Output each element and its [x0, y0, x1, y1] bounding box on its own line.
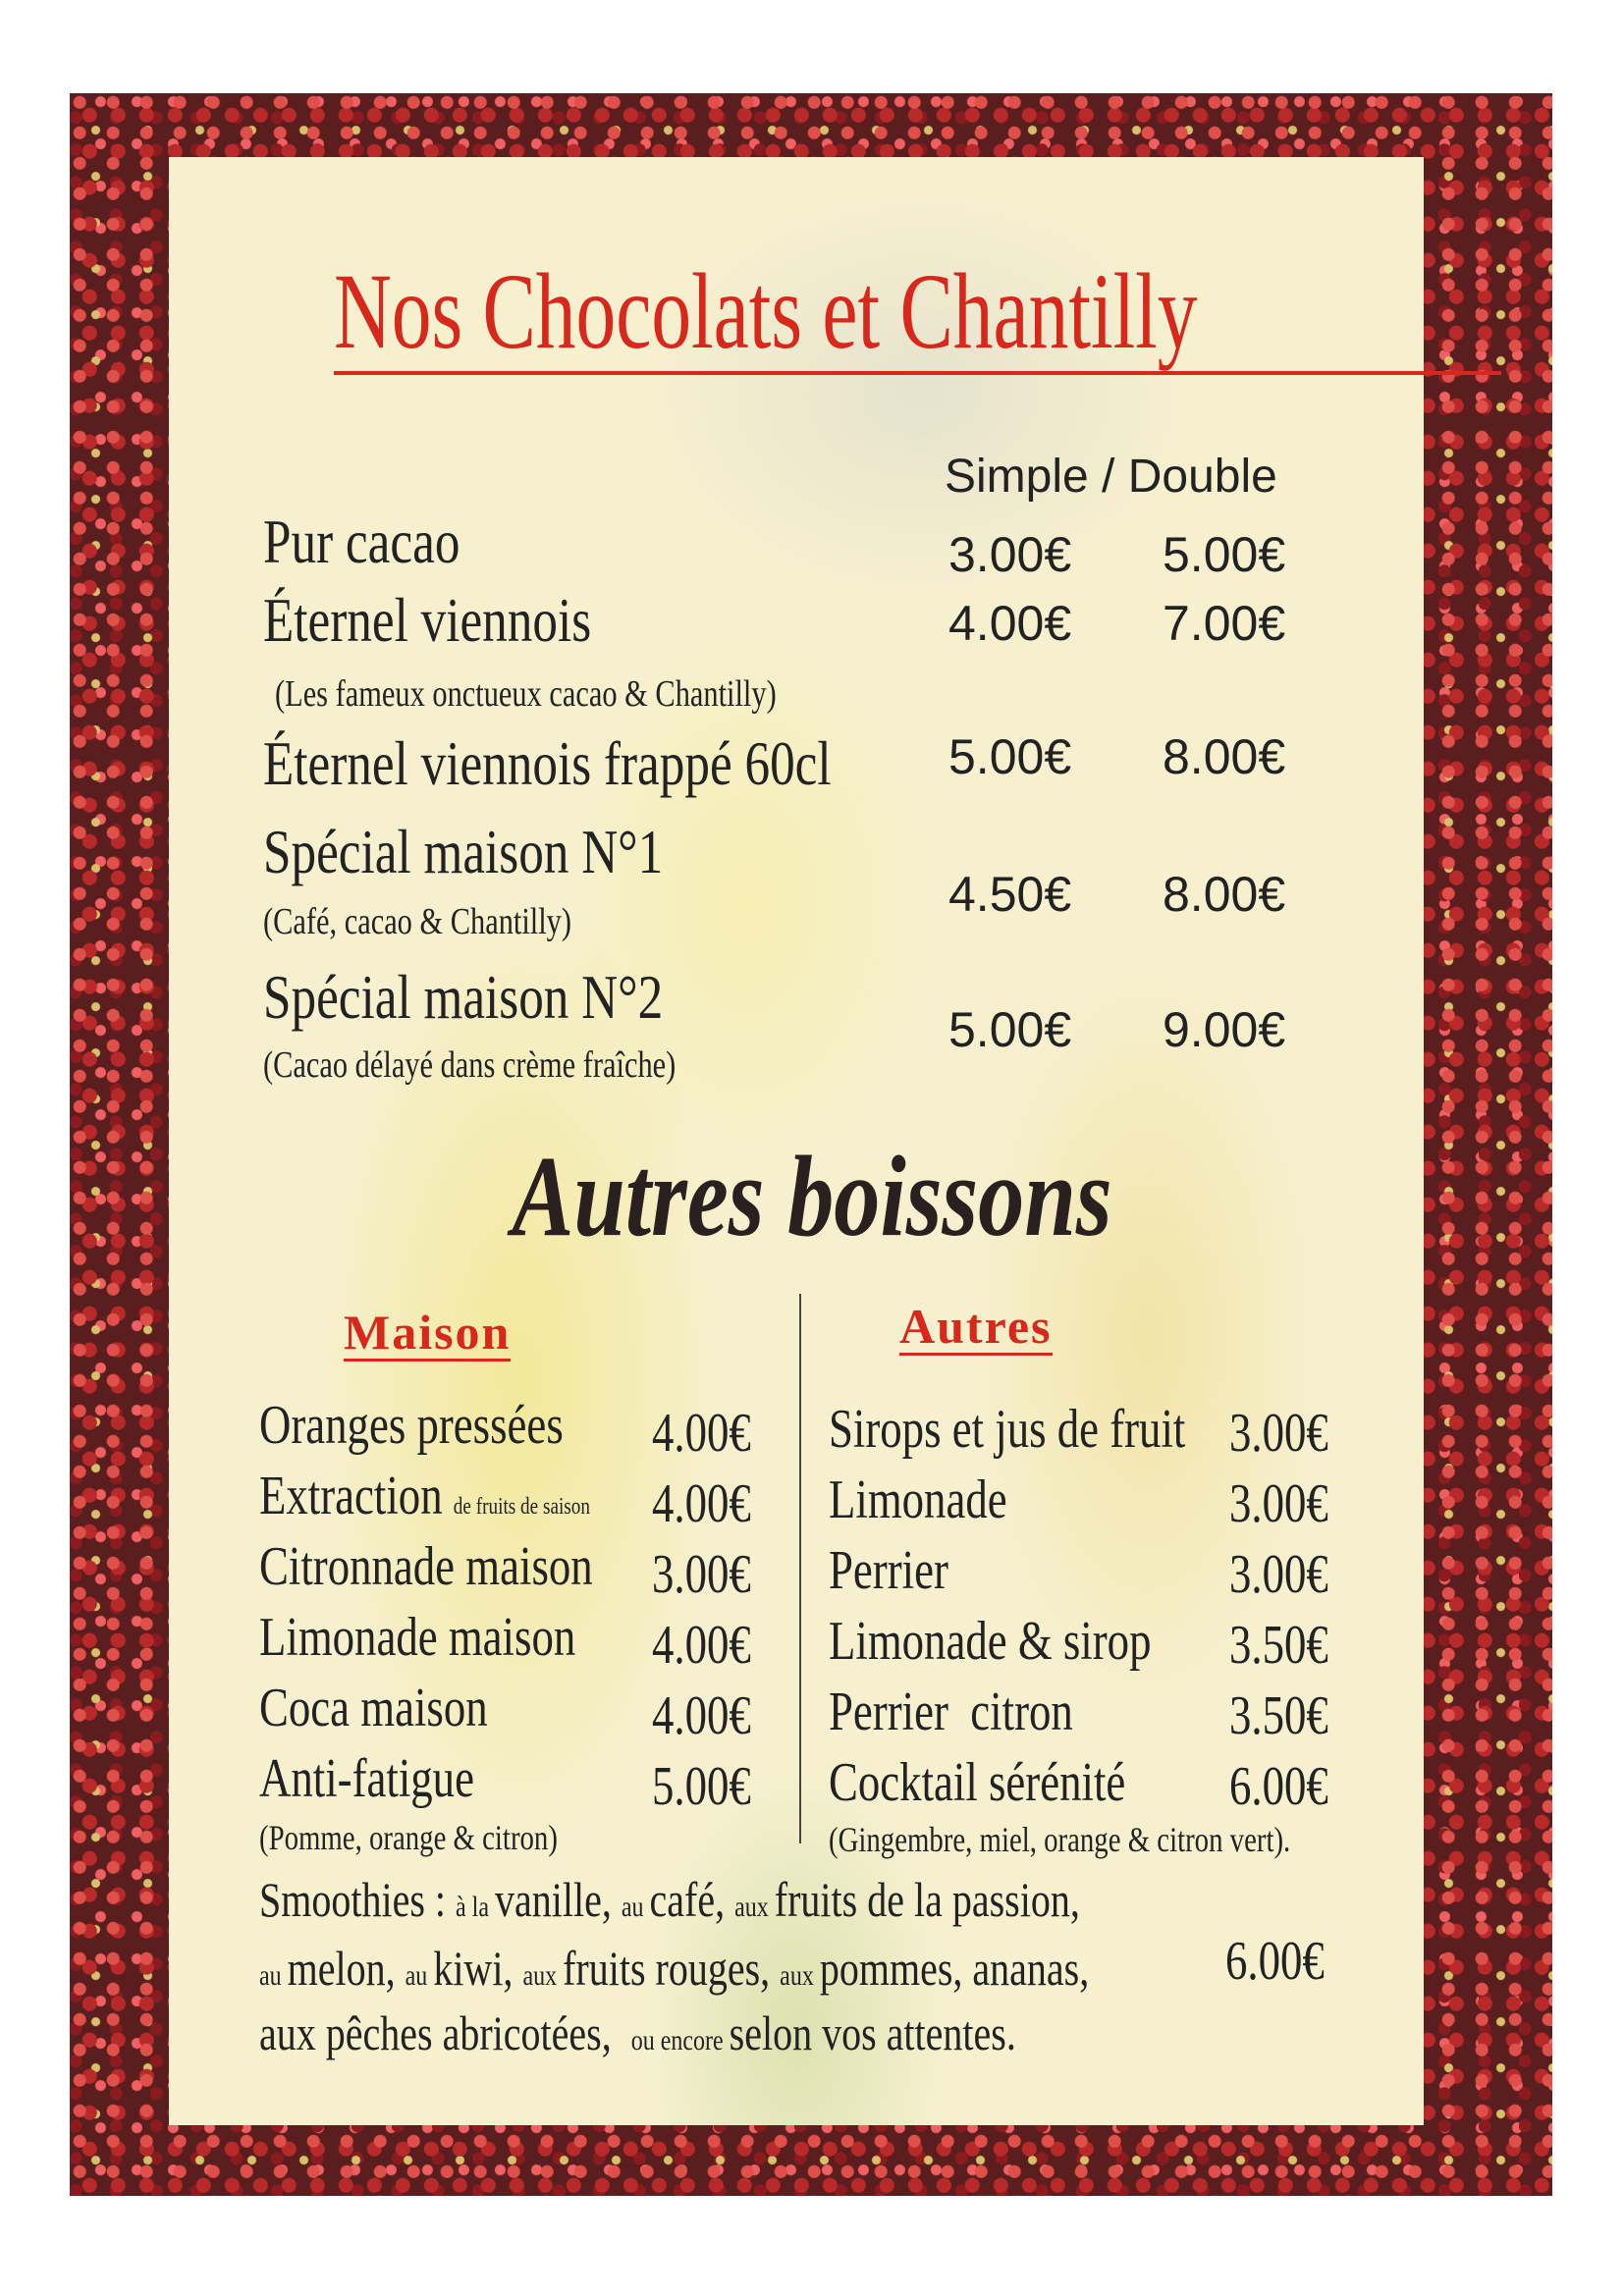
maison-item-suffix: de fruits de saison — [453, 1494, 590, 1520]
smoothies-line-2 — [259, 1940, 1297, 1997]
smoothies-text-fragment: aux — [522, 1959, 564, 1992]
smoothies-text-fragment: selon vos attentes. — [729, 2005, 1016, 2060]
autres-item-name: Limonade — [829, 1469, 1007, 1530]
chocolat-item-note: (Café, cacao & Chantilly) — [263, 901, 572, 942]
smoothies-text-fragment: melon, — [287, 1941, 406, 1996]
smoothies-line-1 — [259, 1871, 1285, 1928]
autres-item-name: Perrier — [829, 1540, 948, 1601]
chocolat-item-name: Éternel viennois frappé 60cl — [263, 728, 832, 798]
smoothies-text-fragment: fruits de la passion, — [774, 1872, 1080, 1927]
autres-item-name: Limonade & sirop — [829, 1611, 1152, 1672]
smoothies-line-3 — [259, 2004, 1206, 2061]
chocolat-price-simple: 5.00€ — [948, 729, 1072, 784]
chocolat-item-name: Pur cacao — [263, 507, 460, 576]
maison-item-name: Coca maison — [259, 1678, 488, 1738]
smoothies-text-fragment: pommes, ananas, — [819, 1941, 1090, 1996]
chocolat-item-note: (Cacao délayé dans crème fraîche) — [263, 1044, 677, 1086]
autres-item-price: 3.50€ — [1229, 1685, 1328, 1746]
autres-item-name: Cocktail sérénité — [829, 1752, 1126, 1813]
autres-item-price: 3.50€ — [1229, 1615, 1328, 1676]
maison-item-name: Citronnade maison — [259, 1536, 593, 1597]
maison-note: (Pomme, orange & citron) — [259, 1818, 558, 1857]
smoothies-text-fragment: café, — [649, 1872, 735, 1927]
autres-item-price: 3.00€ — [1229, 1403, 1328, 1464]
maison-item-price: 4.00€ — [652, 1403, 751, 1464]
maison-item-name: Oranges pressées — [259, 1395, 564, 1456]
column-divider — [799, 1294, 801, 1843]
chocolat-item-name: Spécial maison N°2 — [263, 962, 664, 1032]
chocolat-price-double: 8.00€ — [1163, 729, 1286, 784]
chocolat-item-name: Éternel viennois — [263, 585, 592, 655]
smoothies-text-fragment: kiwi, — [433, 1941, 523, 1996]
autres-item-price: 3.00€ — [1229, 1473, 1328, 1534]
maison-item-price: 3.00€ — [652, 1544, 751, 1605]
maison-item-name: Extraction de fruits de saison — [259, 1466, 590, 1526]
price-column-header: Simple / Double — [945, 451, 1277, 503]
maison-item-price: 4.00€ — [652, 1473, 751, 1534]
smoothies-text-fragment: à la — [456, 1891, 495, 1923]
smoothies-text-fragment: au — [621, 1891, 650, 1923]
chocolat-item-note: (Les fameux onctueux cacao & Chantilly) — [275, 673, 777, 715]
smoothies-text-fragment: aux pêches abricotées, — [259, 2005, 631, 2060]
smoothies-text-fragment: aux — [780, 1959, 820, 1992]
smoothies-price: 6.00€ — [1225, 1931, 1325, 1992]
chocolat-price-simple: 4.50€ — [948, 867, 1072, 922]
smoothies-text-fragment: Smoothies : — [259, 1872, 457, 1927]
autres-note: (Gingembre, miel, orange & citron vert). — [829, 1820, 1291, 1859]
maison-item-price: 4.00€ — [652, 1685, 751, 1746]
smoothies-text-fragment: au — [405, 1959, 434, 1992]
smoothies-text-fragment: au — [259, 1959, 288, 1992]
chocolat-price-double: 5.00€ — [1163, 527, 1286, 582]
maison-item-name: Limonade maison — [259, 1607, 576, 1668]
heading-maison: Maison — [344, 1305, 512, 1360]
autres-item-price: 3.00€ — [1229, 1544, 1328, 1605]
section-title-autres-boissons: Autres boissons — [512, 1132, 1112, 1260]
autres-item-name: Perrier citron — [829, 1682, 1073, 1742]
chocolat-item-name: Spécial maison N°1 — [263, 817, 664, 886]
chocolat-price-simple: 3.00€ — [948, 527, 1072, 582]
page-title: Nos Chocolats et Chantilly — [334, 257, 1501, 375]
autres-item-price: 6.00€ — [1229, 1756, 1328, 1817]
chocolat-price-simple: 5.00€ — [948, 1002, 1072, 1057]
maison-item-price: 5.00€ — [652, 1756, 751, 1817]
chocolat-price-simple: 4.00€ — [948, 596, 1072, 651]
heading-autres: Autres — [899, 1299, 1053, 1354]
chocolat-price-double: 8.00€ — [1163, 867, 1286, 922]
smoothies-text-fragment: aux — [734, 1891, 775, 1923]
smoothies-text-fragment: ou encore — [630, 2024, 730, 2056]
autres-item-name: Sirops et jus de fruit — [829, 1399, 1186, 1460]
maison-item-name: Anti-fatigue — [259, 1748, 474, 1809]
chocolat-price-double: 9.00€ — [1163, 1002, 1286, 1057]
smoothies-text-fragment: fruits rouges, — [563, 1941, 781, 1996]
maison-item-price: 4.00€ — [652, 1615, 751, 1676]
smoothies-text-fragment: vanille, — [495, 1872, 622, 1927]
chocolat-price-double: 7.00€ — [1163, 596, 1286, 651]
